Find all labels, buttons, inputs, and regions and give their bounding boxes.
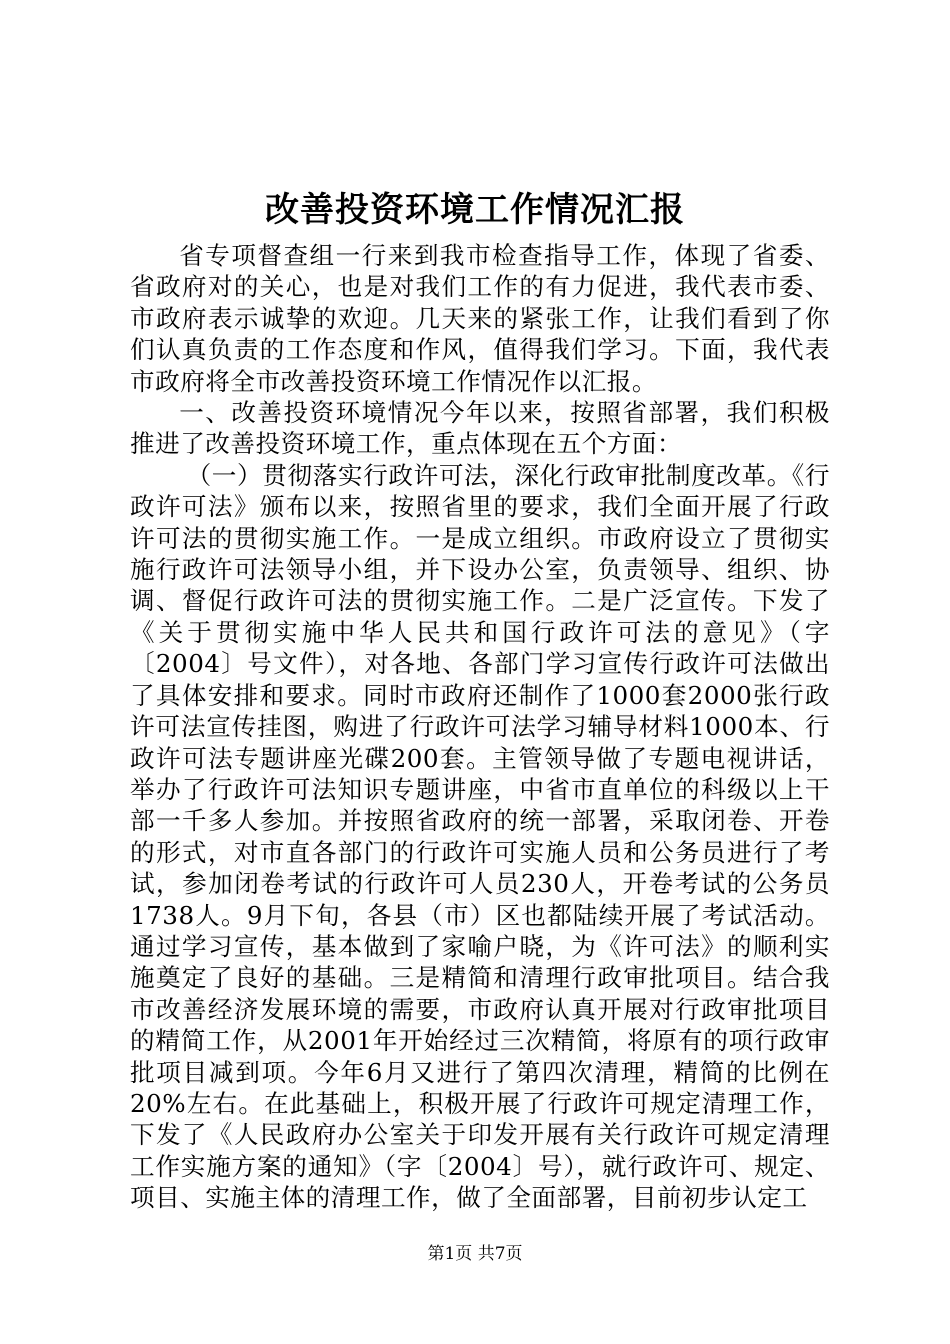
page-footer: 第1页 共7页	[427, 1244, 523, 1264]
document-body	[130, 240, 830, 1214]
paragraph-section-one: 一、改善投资环境情况今年以来，按照省部署，我们积极推进了改善投资环境工作，重点体现在五个方面：	[130, 398, 830, 459]
paragraph-subsection-one: （一）贯彻落实行政许可法，深化行政审批制度改革。《行政许可法》颁布以来，按照省里的要求，我们全面开展了行政许可法的贯彻实施工作。一是成立组织。市政府设立了贯彻实施行政许可法领导小组，并下设办公室，负责领导、组织、协调、督促行政许可法的贯彻实施工作。二是广泛宣传。下发了《关于贯彻实施中华人民共和国行政许可法的意见》（字〔2004〕号文件），对各地、各部门学习宣传行政许可法做出了具体安排和要求。同时市政府还制作了1000套2000张行政许可法宣传挂图，购进了行政许可法学习辅导材料1000本、行政许可法专题讲座光碟200套。主管领导做了专题电视讲话，举办了行政许可法知识专题讲座，中省市直单位的科级以上干部一千多人参加。并按照省政府的统一部署，采取闭卷、开卷的形式，对市直各部门的行政许可实施人员和公务员进行了考试，参加闭卷考试的行政许可人员230人，开卷考试的公务员1738人。9月下旬，各县（市）区也都陆续开展了考试活动。通过学习宣传，基本做到了家喻户晓，为《许可法》的顺利实施奠定了良好的基础。三是精简和清理行政审批项目。结合我市改善经济发展环境的需要，市政府认真开展对行政审批项目的精简工作，从2001年开始经过三次精简，将原有的项行政审批项目减到项。今年6月又进行了第四次清理，精简的比例在20%左右。在此基础上，积极开展了行政许可规定清理工作，下发了《人民政府办公室关于印发开展有关行政许可规定清理工作实施方案的通知》（字〔2004〕号），就行政许可、规定、项目、实施主体的清理工作，做了全面部署，目前初步认定工	[130, 460, 830, 1213]
paragraph-intro: 省专项督查组一行来到我市检查指导工作，体现了省委、省政府对的关心，也是对我们工作的有力促进，我代表市委、市政府表示诚挚的欢迎。几天来的紧张工作，让我们看到了你们认真负责的工作态度和作风，值得我们学习。下面，我代表市政府将全市改善投资环境工作情况作以汇报。	[130, 241, 830, 396]
document-title: 改善投资环境工作情况汇报	[265, 190, 685, 230]
